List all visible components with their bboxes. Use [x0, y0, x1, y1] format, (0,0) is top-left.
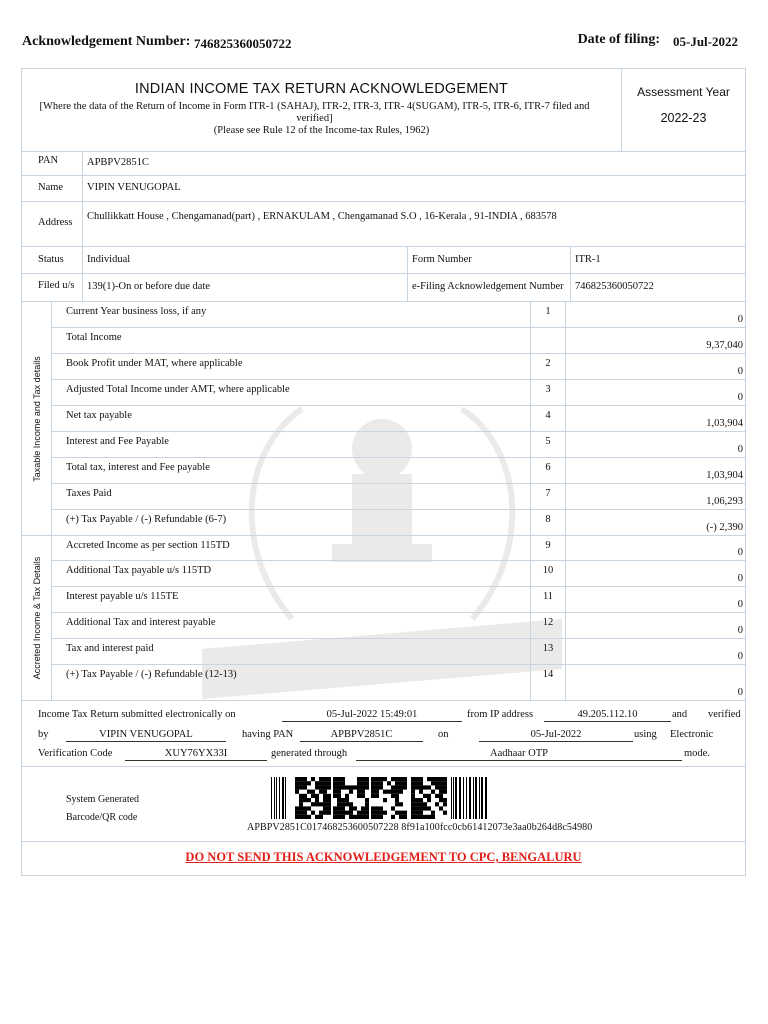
- efiling-number: 746825360050722: [575, 281, 654, 292]
- efiling-label: e-Filing Acknowledgement Number: [412, 281, 564, 292]
- table-row: [52, 354, 745, 380]
- row-number: 5: [545, 436, 551, 447]
- barcode-section: [22, 767, 745, 842]
- taxable-side-text: Taxable Income and Tax details: [31, 355, 42, 482]
- row-number: 2: [545, 358, 551, 369]
- row-description: Adjusted Total Income under AMT, where applicable: [66, 384, 290, 395]
- row-amount: 0: [737, 573, 743, 584]
- table-row: [52, 380, 745, 406]
- row-description: (+) Tax Payable / (-) Refundable (12-13): [66, 669, 237, 680]
- form-subtitle: [Where the data of the Return of Income in Form ITR-1 (SAHAJ), ITR-2, ITR-3, ITR- 4(SUGAM), ITR-5, ITR-6, ITR-7 filed and verified]: [39, 101, 590, 124]
- row-description: Interest and Fee Payable: [66, 436, 169, 447]
- ack-number-value: 746825360050722: [194, 36, 292, 51]
- status-label: Status: [38, 254, 64, 265]
- row-number: 14: [542, 669, 554, 680]
- status-row: [22, 247, 745, 274]
- verified-on: 05-Jul-2022: [479, 729, 633, 742]
- ip-address: 49.205.112.10: [544, 709, 671, 722]
- row-amount: 9,37,040: [706, 340, 743, 351]
- row-description: (+) Tax Payable / (-) Refundable (6-7): [66, 514, 227, 525]
- table-row: [52, 613, 745, 639]
- address-row: [22, 202, 745, 247]
- row-description: Additional Tax payable u/s 115TD: [66, 565, 212, 576]
- form-title: INDIAN INCOME TAX RETURN ACKNOWLEDGEMENT: [134, 81, 509, 97]
- row-description: Total Income: [66, 332, 122, 343]
- verification-code: XUY76YX33I: [125, 748, 267, 761]
- assessment-year-value: 2022-23: [660, 111, 707, 125]
- row-number: 11: [542, 591, 554, 602]
- row-description: Book Profit under MAT, where applicable: [66, 358, 243, 369]
- table-row: [52, 510, 745, 536]
- row-amount: 1,03,904: [706, 470, 743, 481]
- top-line: [22, 32, 738, 54]
- row-amount: 0: [737, 687, 743, 698]
- pan-row: [22, 152, 745, 176]
- row-amount: 0: [737, 547, 743, 558]
- assessment-year-label: Assessment Year: [637, 85, 730, 99]
- row-amount: 0: [737, 366, 743, 377]
- table-row: [52, 432, 745, 458]
- table-row: [52, 536, 745, 561]
- row-description: Current Year business loss, if any: [66, 306, 207, 317]
- row-description: Taxes Paid: [66, 488, 112, 499]
- accreted-section-label: [22, 536, 52, 701]
- rule-note: (Please see Rule 12 of the Income-tax Rules, 1962): [213, 125, 430, 136]
- filed-label: Filed u/s: [38, 280, 75, 291]
- accreted-side-text: Accreted Income & Tax Details: [31, 556, 42, 680]
- barcode-qr-icon: [271, 777, 493, 819]
- acknowledgement-form: [21, 68, 746, 876]
- verification-line-3: Verification Code XUY76YX33I generated through Aadhaar OTP mode.: [38, 748, 710, 759]
- row-amount: 0: [737, 444, 743, 455]
- name-label: Name: [38, 182, 64, 193]
- row-description: Net tax payable: [66, 410, 132, 421]
- table-row: [52, 587, 745, 613]
- taxable-section-label: [22, 302, 52, 536]
- row-number: 3: [545, 384, 551, 395]
- table-row: [52, 328, 745, 354]
- table-row: [52, 458, 745, 484]
- form-header: [22, 69, 745, 152]
- row-amount: 1,06,293: [706, 496, 743, 507]
- row-amount: 0: [737, 392, 743, 403]
- row-number: 6: [545, 462, 551, 473]
- row-number: 12: [542, 617, 554, 628]
- row-number: 13: [542, 643, 554, 654]
- table-row: [52, 639, 745, 665]
- row-description: Tax and interest paid: [66, 643, 154, 654]
- table-row: [52, 665, 745, 701]
- address-label: Address: [38, 217, 73, 228]
- filed-row: [22, 274, 745, 302]
- form-number-label: Form Number: [412, 254, 472, 265]
- pan-label: PAN: [38, 155, 59, 166]
- cpc-warning: DO NOT SEND THIS ACKNOWLEDGEMENT TO CPC, BENGALURU: [185, 850, 582, 864]
- date-of-filing-label: Date of filing:: [577, 32, 660, 47]
- verification-block: [22, 701, 745, 767]
- table-row: [52, 406, 745, 432]
- status-value: Individual: [87, 254, 131, 265]
- table-row: [52, 561, 745, 587]
- row-amount: 0: [737, 314, 743, 325]
- row-amount: 0: [737, 599, 743, 610]
- row-description: Accreted Income as per section 115TD: [66, 540, 230, 551]
- row-description: Additional Tax and interest payable: [66, 617, 216, 628]
- form-number-value: ITR-1: [575, 254, 601, 265]
- submitted-on: 05-Jul-2022 15:49:01: [282, 709, 462, 722]
- row-number: 9: [545, 540, 551, 551]
- row-amount: 1,03,904: [706, 418, 743, 429]
- row-number: 7: [545, 488, 551, 499]
- verified-pan: APBPV2851C: [300, 729, 423, 742]
- verified-by: VIPIN VENUGOPAL: [66, 729, 226, 742]
- address-value: Chullikkatt House , Chengamanad(part) , ERNAKULAM , Chengamanad S.O , 16-Kerala , 91-INDIA , 683578: [87, 211, 557, 222]
- table-row: [52, 484, 745, 510]
- row-number: 4: [545, 410, 551, 421]
- date-of-filing-value: 05-Jul-2022: [673, 34, 738, 49]
- row-number: 1: [545, 306, 551, 317]
- row-amount: 0: [737, 651, 743, 662]
- ack-number-label: Acknowledgement Number:: [22, 34, 191, 49]
- name-value: VIPIN VENUGOPAL: [87, 182, 181, 193]
- row-description: Total tax, interest and Fee payable: [66, 462, 210, 473]
- row-number: 10: [542, 565, 554, 576]
- table-row: [52, 302, 745, 328]
- verification-method: Aadhaar OTP: [356, 748, 682, 761]
- row-description: Interest payable u/s 115TE: [66, 591, 179, 602]
- name-row: [22, 176, 745, 202]
- row-amount: (-) 2,390: [706, 522, 743, 533]
- barcode-hash: APBPV2851C017468253600507228 8f91a100fcc0cb61412073e3aa0b264d8c54980: [247, 822, 593, 833]
- verification-line-1: Income Tax Return submitted electronically on 05-Jul-2022 15:49:01 from IP address 49.205.112.10 and verified: [38, 709, 741, 720]
- filed-value: 139(1)-On or before due date: [87, 281, 211, 292]
- pan-value: APBPV2851C: [87, 157, 149, 168]
- header-title-cell: [22, 69, 622, 152]
- system-generated-label: System Generated Barcode/QR code: [66, 794, 140, 823]
- verification-line-2: by VIPIN VENUGOPAL having PAN APBPV2851C on 05-Jul-2022 using Electronic: [38, 729, 714, 740]
- row-amount: 0: [737, 625, 743, 636]
- row-number: 8: [545, 514, 551, 525]
